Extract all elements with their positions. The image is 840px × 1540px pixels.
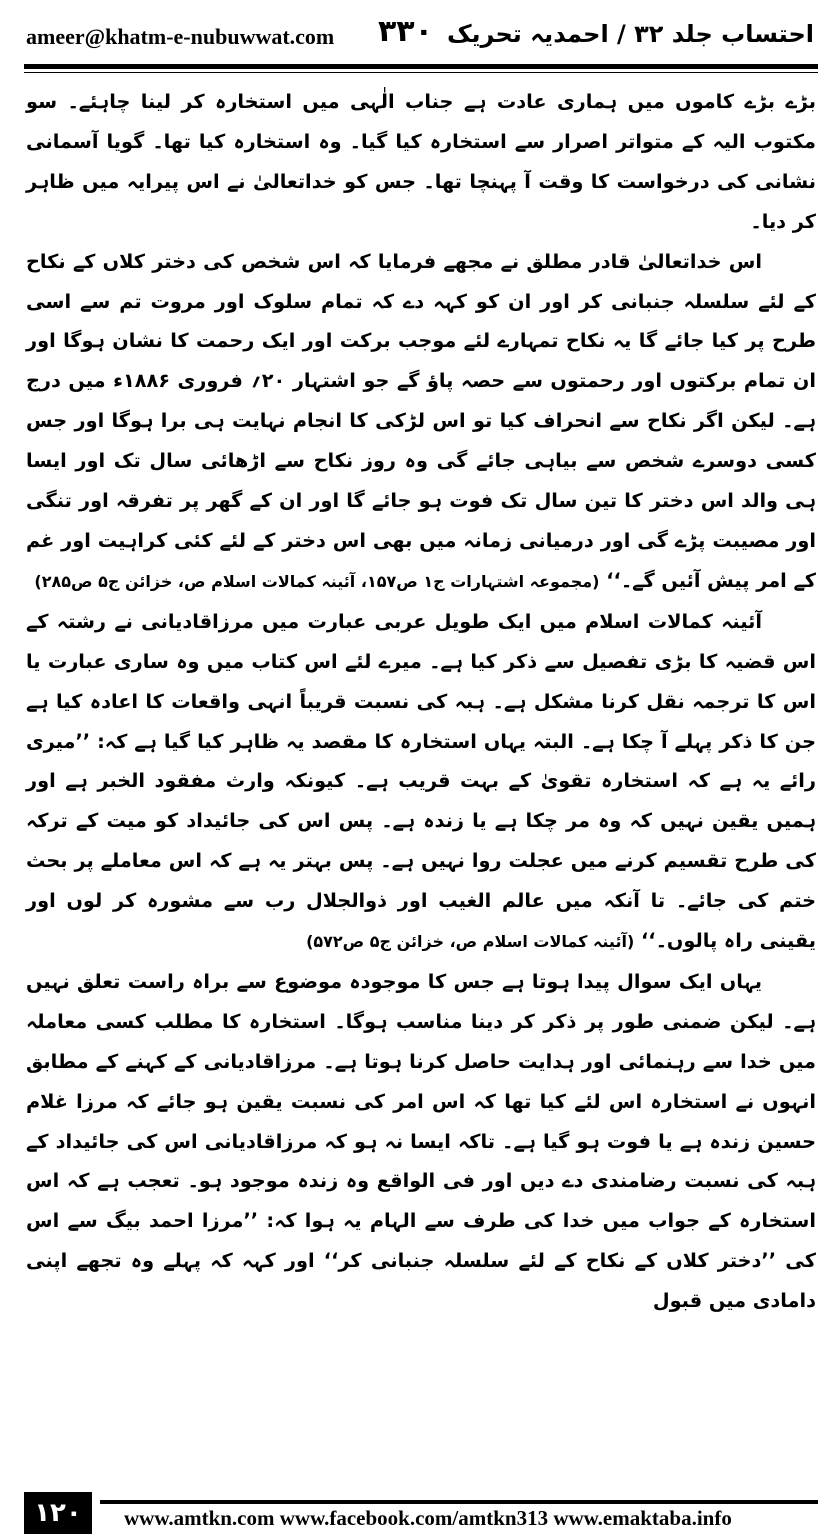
footer-rule	[100, 1500, 818, 1504]
page-footer	[24, 1492, 818, 1534]
page-header	[0, 0, 840, 74]
header-page-number: ۳۳۰	[378, 14, 433, 49]
reference-citation: (مجموعہ اشتہارات ج۱ ص۱۵۷، آئینہ کمالات اسلام ص، خزائن ج۵ ص۲۸۵)	[34, 571, 600, 591]
paragraph-text: یہاں ایک سوال پیدا ہوتا ہے جس کا موجودہ موضوع سے براہ راست تعلق نہیں ہے۔ لیکن ضمنی طور پر ذکر کر دینا مناسب ہوگا۔ استخارہ کا مطلب کسی معاملہ میں خدا سے رہنمائی اور ہدایت حاصل کرنا ہوتا ہے۔ مرزاقادیانی کے کہنے کے مطابق انہوں نے استخارہ اس لئے کیا تھا کہ اس امر کی نسبت یقین ہو جائے کہ مرزا غلام حسین زندہ ہے یا فوت ہو گیا ہے۔ تاکہ ایسا نہ ہو کہ مرزاقادیانی اس کی جائیداد کے ہبہ کی نسبت رضامندی دے دیں اور فی الواقع وہ زندہ موجود ہو۔ تعجب ہے کہ اس استخارہ کے جواب میں خدا کی طرف سے الہام یہ ہوا کہ: ’’مرزا احمد بیگ سے اس کی ’’دختر کلاں کے نکاح کے لئے سلسلہ جنبانی کر‘‘ اور کہہ کہ پہلے وہ تجھے اپنی دامادی میں قبول	[26, 969, 816, 1313]
paragraph-1	[26, 82, 816, 242]
paragraph-text: آئینہ کمالات اسلام میں ایک طویل عربی عبارت میں مرزاقادیانی نے رشتہ کے اس قضیہ کا بڑی تفصیل سے ذکر کیا ہے۔ میرے لئے اس کتاب میں وہ ساری عبارت یا اس کا ترجمہ نقل کرنا مشکل ہے۔ ہبہ کی نسبت قریباً انہی واقعات کا اعادہ کیا ہے جن کا ذکر پہلے آ چکا ہے۔ البتہ یہاں استخارہ کا مقصد یہ ظاہر کیا گیا ہے کہ: ’’میری رائے یہ ہے کہ استخارہ تقویٰ کے بہت قریب ہے۔ کیونکہ وارث مفقود الخبر ہے اور ہمیں یقین نہیں کہ وہ مر چکا ہے یا زندہ ہے۔ پس اس کی جائیداد کو میت کے ترکہ کی طرح تقسیم کرنے میں عجلت روا نہیں ہے۔ پس بہتر یہ ہے کہ اس معاملے پر بحث ختم کی جائے۔ تا آنکہ میں عالم الغیب اور ذوالجلال رب سے مشورہ کر لوں اور یقینی راہ پالوں۔‘‘	[26, 609, 816, 953]
footer-page-number: ۱۲۰	[24, 1492, 92, 1534]
reference-citation: (آئینہ کمالات اسلام ص، خزائن ج۵ ص۵۷۲)	[306, 932, 635, 952]
paragraph-2	[26, 242, 816, 602]
paragraph-3	[26, 602, 816, 962]
paragraph-text: بڑے بڑے کاموں میں ہماری عادت ہے جناب الٰہی میں استخارہ کر لینا چاہئے۔ سو مکتوب الیہ کے متواتر اصرار سے استخارہ کیا گیا۔ وہ استخارہ کیا تھا۔ گویا آسمانی نشانی کی درخواست کا وقت آ پہنچا تھا۔ جس کو خداتعالیٰ نے اس پیرایہ میں ظاہر کر دیا۔	[26, 90, 816, 233]
paragraph-4	[26, 962, 816, 1321]
header-rule-thin	[24, 72, 818, 73]
header-rule-thick	[24, 64, 818, 69]
header-email: ameer@khatm-e-nubuwwat.com	[26, 24, 335, 49]
paragraph-text: اس خداتعالیٰ قادر مطلق نے مجھے فرمایا کہ اس شخص کی دختر کلاں کے نکاح کے لئے سلسلہ جنبانی کر اور ان کو کہہ دے کہ تمام سلوک اور مروت تم سے اسی طرح پر کیا جائے گا یہ نکاح تمہارے لئے موجب برکت اور ایک رحمت کا نشان ہوگا اور ان تمام برکتوں اور رحمتوں سے حصہ پاؤ گے جو اشتہار ۲۰؍ فروری ۱۸۸۶ء میں درج ہے۔ لیکن اگر نکاح سے انحراف کیا تو اس لڑکی کا انجام نہایت ہی برا ہوگا اور جس کسی دوسرے شخص سے بیاہی جائے گی وہ روز نکاح سے اڑھائی سال تک اور ایسا ہی والد اس دختر کا تین سال تک فوت ہو جائے گا اور ان کے گھر پر تفرقہ اور تنگی اور مصیبت پڑے گی اور درمیانی زمانہ میں بھی اس دختر کے لئے کئی کراہیت اور غم کے امر پیش آئیں گے۔‘‘	[26, 249, 816, 592]
header-book-title: احتساب جلد ۳۲ / احمدیہ تحریک	[446, 20, 814, 48]
footer-links[interactable]: www.amtkn.com www.facebook.com/amtkn313 www.emaktaba.info	[124, 1506, 732, 1530]
page-body	[26, 82, 816, 1321]
